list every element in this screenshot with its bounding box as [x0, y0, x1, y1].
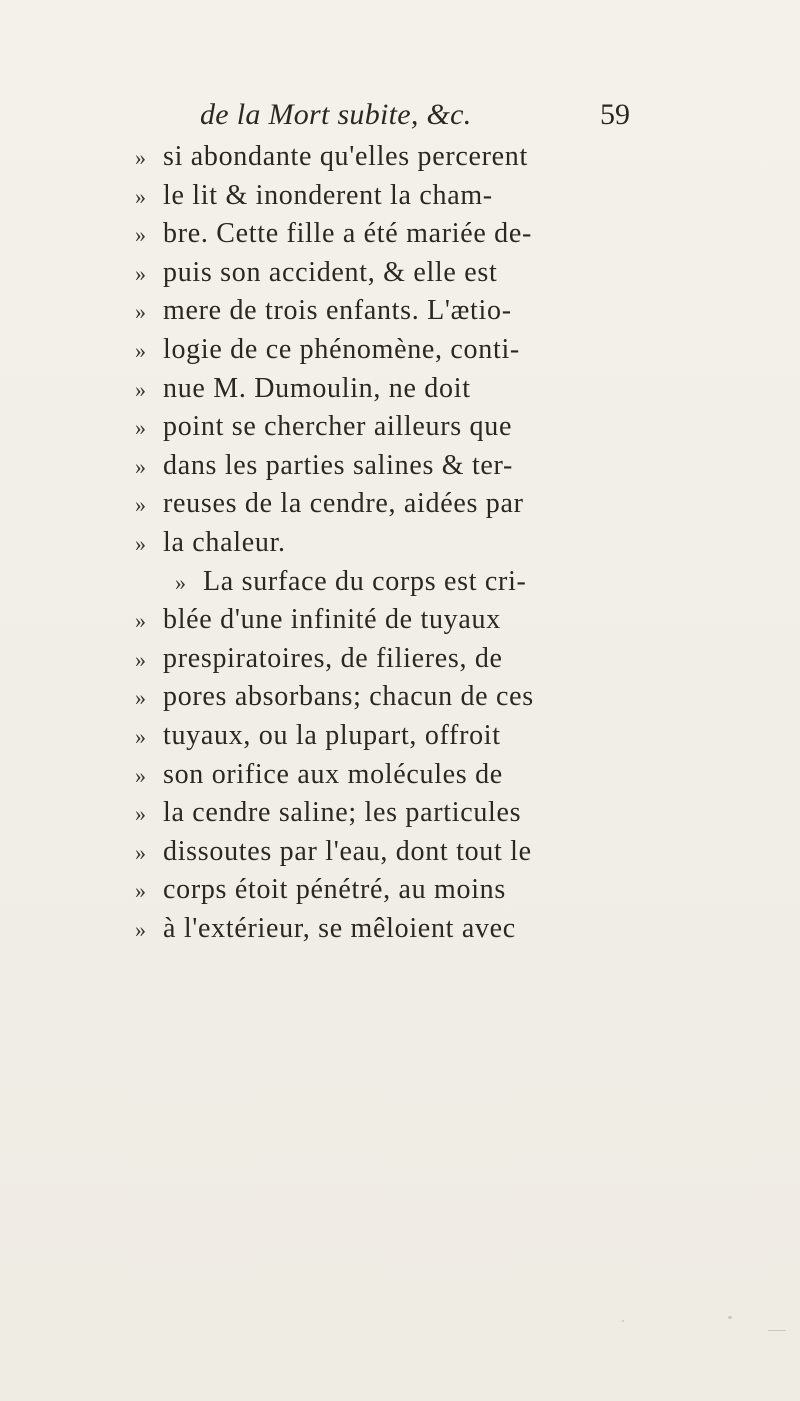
quote-mark: » [135, 299, 145, 325]
text-line [135, 563, 605, 602]
text-line [135, 292, 605, 331]
text-line [135, 833, 605, 872]
line-text: la chaleur. [163, 526, 286, 558]
text-line [135, 601, 605, 640]
line-text: si abondante qu'elles percerent [163, 141, 528, 172]
line-text: corps étoit pénétré, au moins [163, 874, 506, 906]
text-line [135, 177, 605, 216]
page-header [200, 98, 630, 138]
line-text: point se chercher ailleurs que [163, 411, 513, 443]
line-text: reuses de la cendre, aidées par [163, 488, 524, 520]
line-text: nue M. Dumoulin, ne doit [163, 372, 471, 404]
quote-mark: » [135, 492, 145, 518]
quote-mark: » [135, 646, 145, 672]
line-text: dissoutes par l'eau, dont tout le [163, 835, 532, 867]
quote-mark: » [135, 183, 145, 209]
paper-speck [728, 1316, 732, 1319]
text-line [135, 524, 605, 563]
quote-mark: » [135, 376, 145, 402]
text-line [135, 138, 605, 177]
line-text: puis son accident, & elle est [163, 256, 498, 288]
text-line [135, 485, 605, 524]
text-line [135, 871, 605, 910]
quote-mark: » [135, 723, 145, 749]
line-text: La surface du corps est cri- [203, 565, 527, 597]
page-number: 59 [600, 98, 630, 131]
line-text: blée d'une infinité de tuyaux [163, 604, 501, 636]
line-text: le lit & inonderent la cham- [163, 179, 493, 211]
line-text: la cendre saline; les particules [163, 797, 522, 829]
quote-mark: » [135, 878, 145, 904]
quote-mark: » [135, 453, 145, 479]
text-line [135, 447, 605, 486]
text-line [135, 717, 605, 756]
paper-speck [622, 1320, 624, 1322]
quote-mark: » [135, 801, 145, 827]
text-line [135, 215, 605, 254]
text-line [135, 678, 605, 717]
quote-mark: » [135, 839, 145, 865]
line-text: pores absorbans; chacun de ces [163, 681, 534, 713]
body-text [135, 138, 605, 948]
line-text: son orifice aux molécules de [163, 758, 503, 790]
quote-mark: » [135, 145, 145, 170]
running-title: de la Mort subite, &c. [200, 98, 472, 131]
quote-mark: » [135, 916, 145, 942]
paper-speck [768, 1330, 786, 1331]
quote-mark: » [135, 762, 145, 788]
quote-mark: » [135, 222, 145, 248]
text-line [135, 370, 605, 409]
text-line [135, 640, 605, 679]
text-line [135, 794, 605, 833]
text-line [135, 254, 605, 293]
line-text: tuyaux, ou la plupart, offroit [163, 719, 501, 751]
line-text: prespiratoires, de filieres, de [163, 642, 503, 674]
quote-mark: » [135, 530, 145, 556]
text-line [135, 910, 605, 949]
line-text: bre. Cette fille a été mariée de- [163, 218, 533, 250]
quote-mark: » [175, 569, 185, 595]
text-line [135, 331, 605, 370]
quote-mark: » [135, 685, 145, 711]
text-line [135, 408, 605, 447]
quote-mark: » [135, 608, 145, 634]
line-text: dans les parties salines & ter- [163, 449, 514, 481]
quote-mark: » [135, 415, 145, 441]
line-text: logie de ce phénomène, conti- [163, 333, 520, 365]
quote-mark: » [135, 337, 145, 363]
text-line [135, 756, 605, 795]
line-text: mere de trois enfants. L'ætio- [163, 295, 512, 327]
quote-mark: » [135, 260, 145, 286]
line-text: à l'extérieur, se mêloient avec [163, 912, 516, 944]
